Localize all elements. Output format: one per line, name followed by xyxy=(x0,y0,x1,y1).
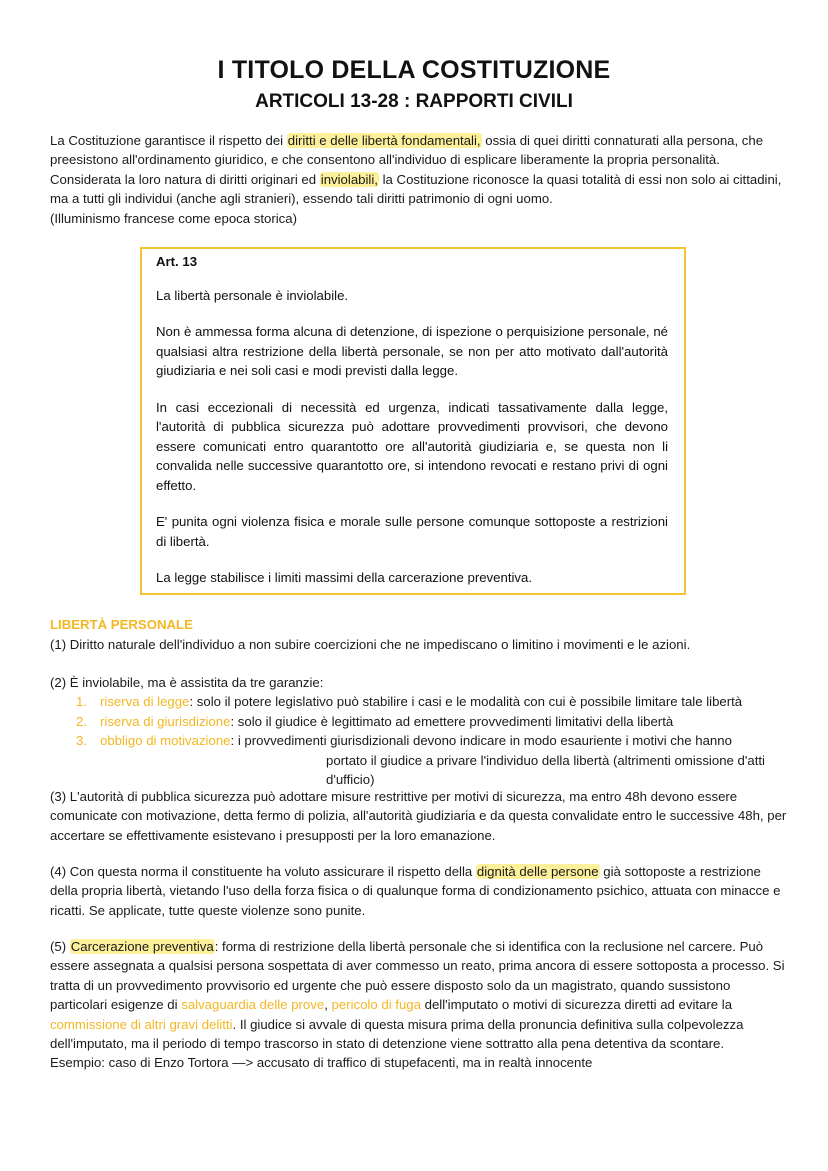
point-text: . Il giudice si avvale di questa misura prima della pronuncia definitiva sulla colpevolezza dell'imputato, ma il periodo di tempo trascorso in stato di detenzione viene sottratto alla pena detentiva da scontare. xyxy=(50,1016,744,1052)
article-paragraph: La libertà personale è inviolabile. xyxy=(156,287,349,303)
intro-text: la Costituzione riconosce la quasi totalità di essi non solo ai cittadini, ma a tutti gli individui (anche agli stranieri), essendo tali diritti patrimonio di ogni uomo. xyxy=(50,171,782,207)
guarantee-term: riserva di legge xyxy=(100,694,190,710)
term-salvaguardia: salvaguardia delle prove xyxy=(181,997,325,1013)
intro-text: ossia di quei diritti connaturati alla persona, che preesistono all'ordinamento giuridico, e che consentono all'individuo di esplicare liberamente la propria personalità. Considerata la loro natura di diritti originari ed xyxy=(50,133,764,187)
article-13-box xyxy=(140,247,686,595)
guarantee-text: : solo il potere legislativo può stabilire i casi e le modalità con cui è possibile limitare tale libertà xyxy=(189,694,743,710)
point-4 xyxy=(50,862,790,920)
guarantee-text: : solo il giudice è legittimato ad emettere provvedimenti limitativi della libertà xyxy=(230,713,674,729)
point-text: già sottoposte a restrizione della propria libertà, vietando l'uso della forza fisica o di qualunque forma di condizionamento psichico, attuata con minacce e ricatti. Se applicate, tutte queste violenze sono punite. xyxy=(50,864,781,918)
section-heading: LIBERTÀ PERSONALE xyxy=(50,617,193,632)
point-text: (4) Con questa norma il constituente ha voluto assicurare il rispetto della xyxy=(50,864,476,879)
intro-text: La Costituzione garantisce il rispetto dei xyxy=(50,133,287,148)
list-number: 3. xyxy=(76,733,87,749)
point-1: (1) Diritto naturale dell'individuo a non subire coercizioni che ne impediscano o limitino i movimenti e le azioni. xyxy=(50,637,691,652)
highlight-inviolabili: inviolabili, xyxy=(320,171,378,187)
point-text: : forma di restrizione della libertà personale che si identifica con la reclusione nel carcere. Può essere assegnata a qualsisi persona sospettata di aver commesso un reato, prima ancora di essere sottoposta a processo. Si tratta di un provvedimento provvisorio ed urgente che può essere disposto solo da un magistrato, quando sussistono particolari esigenze di xyxy=(50,939,785,1013)
point-text: (5) xyxy=(50,939,70,954)
intro-paragraph xyxy=(50,131,785,228)
article-paragraph: Non è ammessa forma alcuna di detenzione, di ispezione o perquisizione personale, né qualsiasi altra restrizione della libertà personale, se non per atto motivato dall'autorità giudiziaria e nei soli casi e modi previsti dalla legge. xyxy=(156,324,668,378)
guarantee-term: obbligo di motivazione xyxy=(100,733,231,749)
point-2 xyxy=(50,673,790,789)
article-paragraph: In casi eccezionali di necessità ed urgenza, indicati tassativamente dalla legge, l'autorità di pubblica sicurezza può adottare provvedimenti provvisori, che devono essere comunicati entro quarantotto ore all'autorità giudiziaria e, se questa non li convalida nelle successive quarantotto ore, si intendono revocati e restano privi di ogni effetto. xyxy=(156,399,668,493)
article-paragraph: E' punita ogni violenza fisica e morale sulle persone comunque sottoposte a restrizioni di libertà. xyxy=(156,514,668,549)
article-paragraph: La legge stabilisce i limiti massimi della carcerazione preventiva. xyxy=(156,570,533,585)
point-text: dell'imputato o motivi di sicurezza diretti ad evitare la xyxy=(420,997,733,1013)
guarantee-continuation: portato il giudice a privare l'individuo della libertà (altrimenti omissione d'atti d'ufficio) xyxy=(326,752,765,788)
highlight-carcerazione: Carcerazione preventiva xyxy=(70,939,214,954)
list-item xyxy=(50,692,790,711)
intro-note: (Illuminismo francese come epoca storica) xyxy=(50,210,297,226)
document-subtitle: ARTICOLI 13-28 : RAPPORTI CIVILI xyxy=(255,91,573,112)
list-number: 2. xyxy=(76,713,87,729)
guarantee-term: riserva di giurisdizione xyxy=(100,713,231,729)
list-item xyxy=(50,712,790,731)
guarantee-text: : i provvedimenti giurisdizionali devono indicare in modo esauriente i motivi che hanno xyxy=(230,733,732,749)
document-title: I TITOLO DELLA COSTITUZIONE xyxy=(217,56,611,84)
point-5 xyxy=(50,937,790,1073)
highlight-dignita: dignità delle persone xyxy=(476,864,599,879)
list-number: 1. xyxy=(76,694,87,710)
article-title: Art. 13 xyxy=(156,254,198,269)
highlight-diritti: diritti e delle libertà fondamentali, xyxy=(287,133,481,148)
list-item xyxy=(50,731,790,789)
term-commissione: commissione di altri gravi delitti xyxy=(50,1016,233,1032)
point-text: , xyxy=(324,997,332,1013)
guarantees-list xyxy=(50,692,790,789)
example-line: Esempio: caso di Enzo Tortora —> accusato di traffico di stupefacenti, ma in realtà innocente xyxy=(50,1055,593,1071)
term-pericolo: pericolo di fuga xyxy=(331,997,421,1013)
point-3: (3) L'autorità di pubblica sicurezza può adottare misure restrittive per motivi di sicurezza, ma entro 48h devono essere comunicate con motivazione, detta fermo di polizia, all'autorità giudiziaria e da questa convalidate entro le successive 48h, per accertare se effettivamente esistevano i presupposti per la loro emanazione. xyxy=(50,789,787,843)
point-2-intro: (2) È inviolabile, ma è assistita da tre garanzie: xyxy=(50,675,324,690)
